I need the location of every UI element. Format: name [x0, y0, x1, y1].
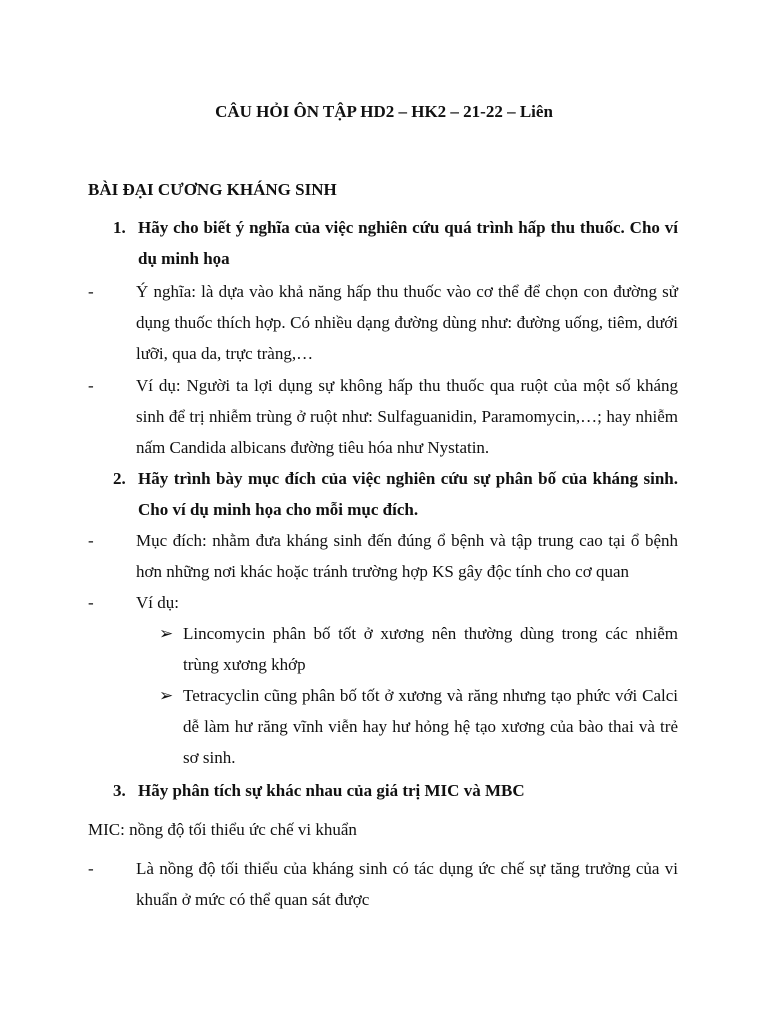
dash-bullet: -: [88, 376, 94, 395]
list-item: [88, 587, 678, 618]
document-title: CÂU HỎI ÔN TẬP HD2 – HK2 – 21-22 – Liên: [215, 102, 553, 121]
list-item: [88, 276, 678, 369]
list-item-text: Là nồng độ tối thiểu của kháng sinh có tác dụng ức chế sự tăng trưởng của vi khuẩn ở mức có thể quan sát được: [136, 859, 678, 909]
arrow-bullet-icon: ➢: [159, 686, 174, 705]
list-item: [88, 525, 678, 587]
question-number: 3.: [113, 781, 126, 800]
list-item-text: Mục đích: nhằm đưa kháng sinh đến đúng ổ bệnh và tập trung cao tại ổ bệnh hơn những nơi khác hoặc tránh trường hợp KS gây độc tính cho cơ quan: [136, 531, 678, 581]
sub-list-item-text: Lincomycin phân bố tốt ở xương nên thường dùng trong các nhiễm trùng xương khớp: [183, 624, 678, 674]
list-item-text: Ví dụ:: [136, 593, 179, 612]
sub-list-item: [159, 618, 678, 680]
question-1: [113, 212, 678, 274]
dash-bullet: -: [88, 282, 94, 301]
question-text: Hãy phân tích sự khác nhau của giá trị MIC và MBC: [138, 781, 525, 800]
sub-list-item: [159, 680, 678, 773]
question-text: Hãy trình bày mục đích của việc nghiên cứu sự phân bố của kháng sinh. Cho ví dụ minh họa cho mỗi mục đích.: [138, 469, 678, 519]
mic-definition: MIC: nồng độ tối thiểu ức chế vi khuẩn: [88, 820, 357, 839]
question-text: Hãy cho biết ý nghĩa của việc nghiên cứu quá trình hấp thu thuốc. Cho ví dụ minh họa: [138, 218, 678, 268]
question-2: [113, 463, 678, 525]
list-item-text: Ý nghĩa: là dựa vào khả năng hấp thu thuốc vào cơ thể để chọn con đường sử dụng thuốc thích hợp. Có nhiều dạng đường dùng như: đường uống, tiêm, dưới lưỡi, qua da, trực tràng,…: [136, 282, 678, 363]
question-number: 2.: [113, 469, 126, 488]
section-heading: BÀI ĐẠI CƯƠNG KHÁNG SINH: [88, 180, 337, 199]
sub-list-item-text: Tetracyclin cũng phân bố tốt ở xương và răng nhưng tạo phức với Calci dễ làm hư răng vĩnh viễn hay hư hỏng hệ tạo xương của bào thai và trẻ sơ sinh.: [183, 686, 678, 767]
arrow-bullet-icon: ➢: [159, 624, 174, 643]
question-number: 1.: [113, 218, 126, 237]
dash-bullet: -: [88, 531, 94, 550]
list-item-text: Ví dụ: Người ta lợi dụng sự không hấp thu thuốc qua ruột của một số kháng sinh để trị nhiễm trùng ở ruột như: Sulfaguanidin, Paramomycin,…; hay nhiễm nấm Candida albicans đường tiêu hóa như Nystatin.: [136, 376, 678, 457]
list-item: [88, 853, 678, 915]
question-3: [113, 775, 678, 806]
dash-bullet: -: [88, 859, 94, 878]
list-item: [88, 370, 678, 463]
dash-bullet: -: [88, 593, 94, 612]
